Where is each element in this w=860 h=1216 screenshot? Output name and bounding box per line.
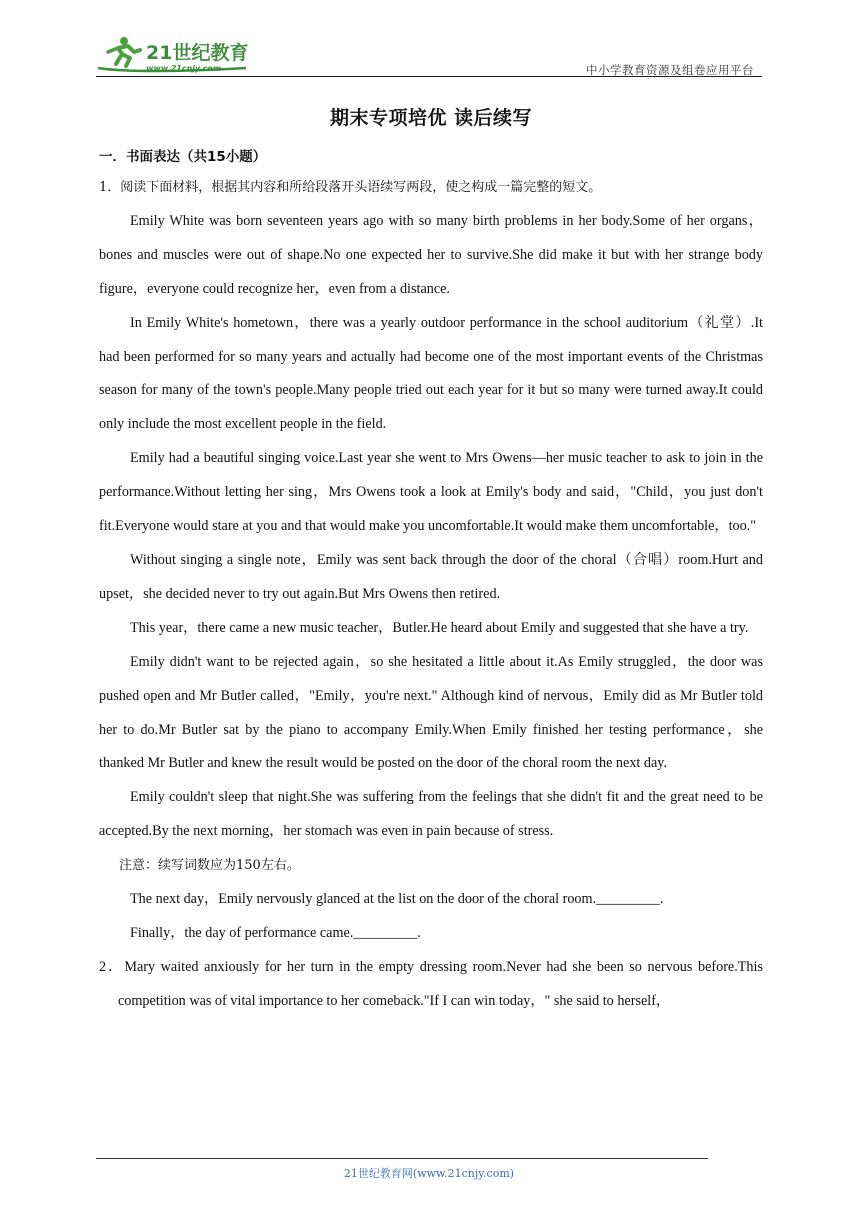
page-title: 期末专项培优 读后续写 [329,107,533,129]
document-body [99,103,763,1019]
footer-divider [96,1158,708,1159]
page-footer: 21世纪教育网(www.21cnjy.com) [343,1167,515,1180]
word-count-note: 注意：续写词数应为150左右。 [119,858,300,874]
section-title: 一．书面表达（共15小题） [99,149,267,165]
passage-paragraph: In Emily White's hometown，there was a yearly outdoor performance in the school auditorium（礼堂）.It had been performed for so many years and actually had become one of the most important events of the Christmas season for many of the town's people.Many people tried out each year for it but so many were turned away.It could only include the most excellent people in the field. [99,314,763,433]
platform-name: 中小学教育资源及组卷应用平台 [586,63,754,77]
site-logo [96,34,266,76]
runner-logo-icon [96,34,266,76]
question-1-instruction: 1．阅读下面材料，根据其内容和所给段落开头语续写两段，使之构成一篇完整的短文。 [99,180,602,195]
passage-paragraph: Without singing a single note，Emily was sent back through the door of the choral（合唱）room.Hurt and upset，she decided never to try out again.But Mrs Owens then retired. [99,551,763,602]
question-2-text: 2．Mary waited anxiously for her turn in the empty dressing room.Never had she been so nervous before.This competition was of vital importance to her comeback."If I can win today，" she said to herself， [99,958,763,1009]
svg-text:www.21cnjy.com: www.21cnjy.com [146,64,222,73]
passage-paragraph: This year，there came a new music teacher，Butler.He heard about Emily and suggested that she have a try. [130,619,749,636]
passage-paragraph: Emily couldn't sleep that night.She was suffering from the feelings that she didn't fit and the great need to be accepted.By the next morning，her stomach was even in pain because of stress. [99,789,763,840]
passage-paragraph: Emily didn't want to be rejected again，so she hesitated a little about it.As Emily struggled，the door was pushed open and Mr Butler called，"Emily，you're next." Although kind of nervous，Emily did as Mr Butler told her to do.Mr Butler sat by the piano to accompany Emily.When Emily finished her testing performance，she thanked Mr Butler and knew the result would be posted on the door of the choral room the next day. [99,653,763,772]
continuation-prompt: The next day，Emily nervously glanced at the list on the door of the choral room._________. [130,891,664,908]
svg-text:21世纪教育: 21世纪教育 [146,42,249,64]
header-divider [96,76,762,77]
continuation-prompt: Finally，the day of performance came._________. [130,924,421,941]
passage-paragraph: Emily had a beautiful singing voice.Last year she went to Mrs Owens—her music teacher to ask to join in the performance.Without letting her sing，Mrs Owens took a look at Emily's body and said，"Child，you just don't fit.Everyone would stare at you and that would make you uncomfortable.It would make them uncomfortable，too." [99,450,763,535]
passage-paragraph: Emily White was born seventeen years ago with so many birth problems in her body.Some of her organs，bones and muscles were out of shape.No one expected her to survive.She did make it but with her strange body figure，everyone could recognize her，even from a distance. [99,212,763,297]
page-header [96,34,762,78]
